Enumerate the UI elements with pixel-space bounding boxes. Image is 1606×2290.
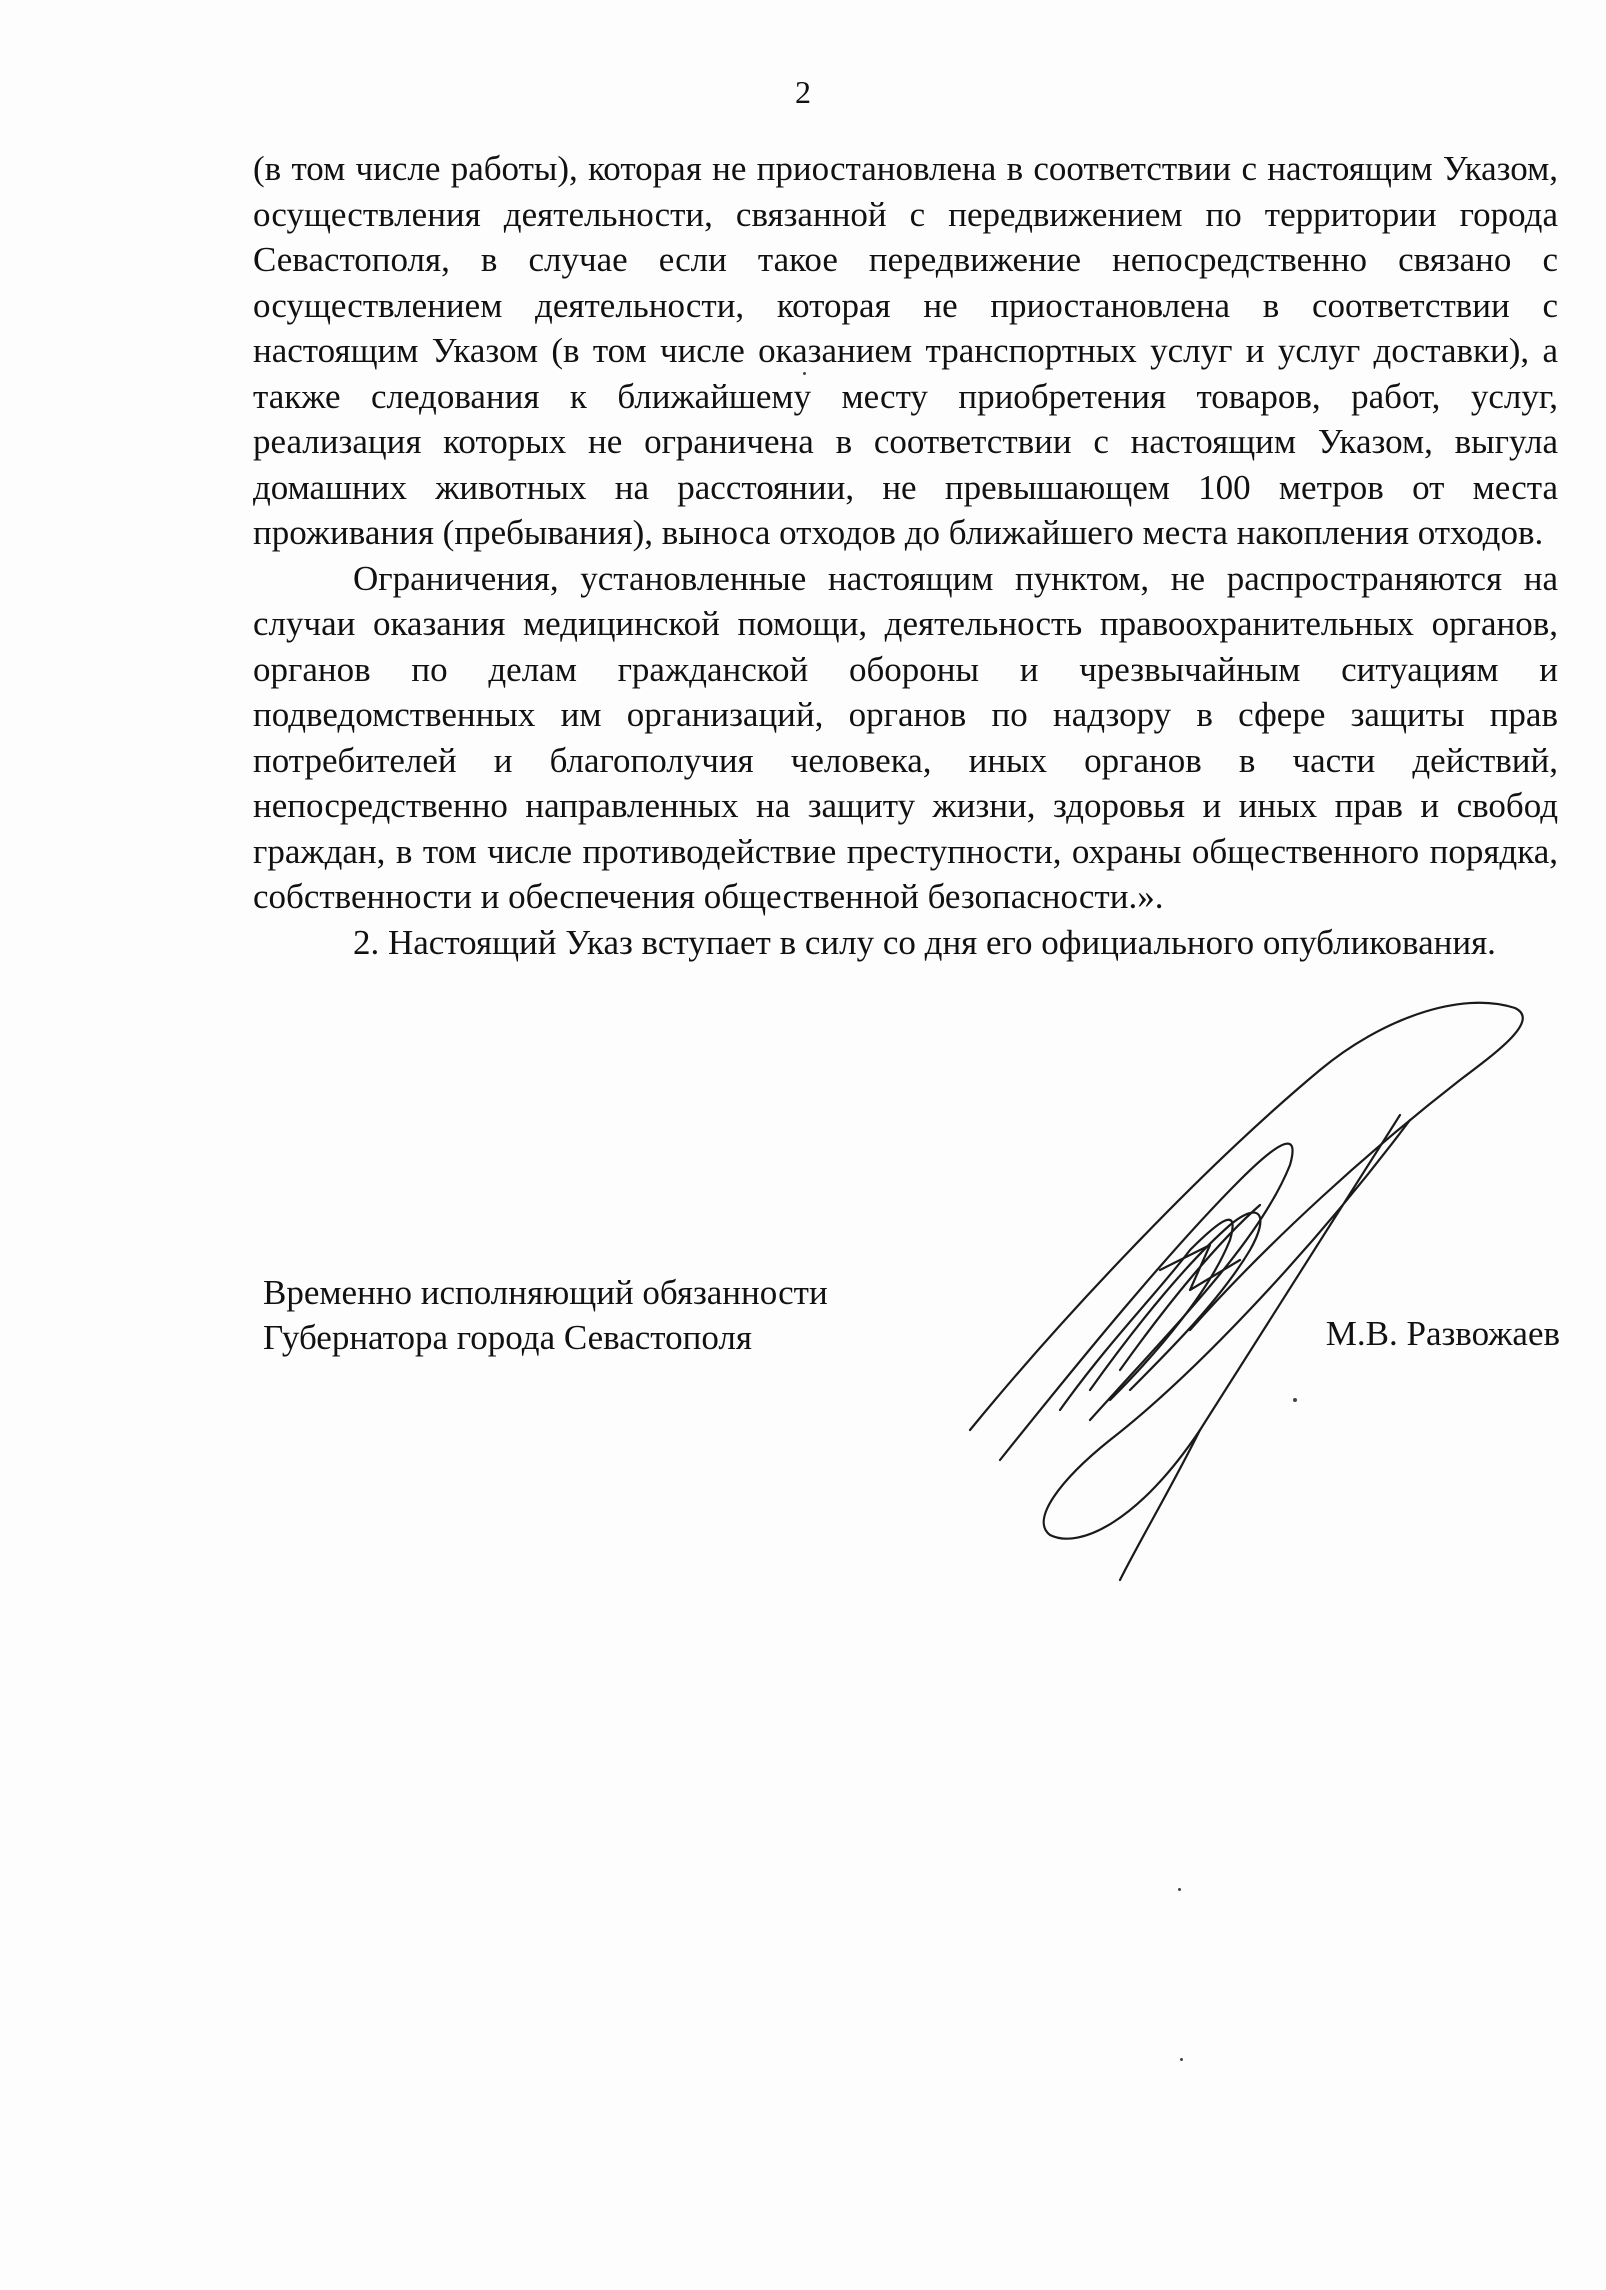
signature-stroke-7 xyxy=(1120,1430,1200,1580)
signature-stroke-8 xyxy=(1160,1245,1240,1290)
signatory-title-line-2: Губернатора города Севастополя xyxy=(263,1318,752,1357)
paragraph-restrictions: Ограничения, установленные настоящим пунктом, не распространяются на случаи оказания медицинской помощи, деятельность правоохранительных органов, органов по делам гражданской обороны и чрезвычайным ситуациям и подведомственных им организаций, органов по надзору в сфере защиты прав потребителей и благополучия человека, иных органов в части действий, непосредственно направленных на защиту жизни, здоровья и иных прав и свобод граждан, в том числе противодействие преступности, охраны общественного порядка, собственности и обеспечения общественной безопасности.». xyxy=(253,558,1558,916)
ink-speck xyxy=(803,372,806,375)
signature-stroke-4 xyxy=(1090,1213,1260,1390)
document-body xyxy=(253,146,1558,965)
signatory-title xyxy=(263,1270,828,1360)
signature-stroke-3 xyxy=(1060,1220,1233,1410)
signature-stroke-2 xyxy=(1000,1144,1293,1460)
ink-speck xyxy=(1293,1398,1297,1402)
signatory-title-line-1: Временно исполняющий обязанности xyxy=(263,1273,828,1312)
paragraph-continuation: (в том числе работы), которая не приостановлена в соответствии с настоящим Указом, осуществления деятельности, связанной с передвижением по территории города Севастополя, в случае если такое передвижение непосредственно связано с осуществлением деятельности, которая не приостановлена в соответствии с настоящим Указом (в том числе оказанием транспортных услуг и услуг доставки), а также следования к ближайшему месту приобретения товаров, работ, услуг, реализация которых не ограничена в соответствии с настоящим Указом, выгула домашних животных на расстоянии, не превышающем 100 метров от места проживания (пребывания), выноса отходов до ближайшего места накопления отходов. xyxy=(253,149,1558,552)
signature-stroke-5 xyxy=(1120,1205,1260,1370)
handwritten-signature-icon xyxy=(940,990,1540,1590)
signatory-name: М.В. Развожаев xyxy=(1325,1314,1560,1353)
paragraph-effective-date: 2. Настоящий Указ вступает в силу со дня его официального опубликования. xyxy=(353,922,1496,962)
signature-stroke-1 xyxy=(970,1003,1523,1430)
ink-speck xyxy=(1178,1888,1181,1891)
page-number: 2 xyxy=(795,74,811,110)
ink-speck xyxy=(1180,2058,1183,2061)
